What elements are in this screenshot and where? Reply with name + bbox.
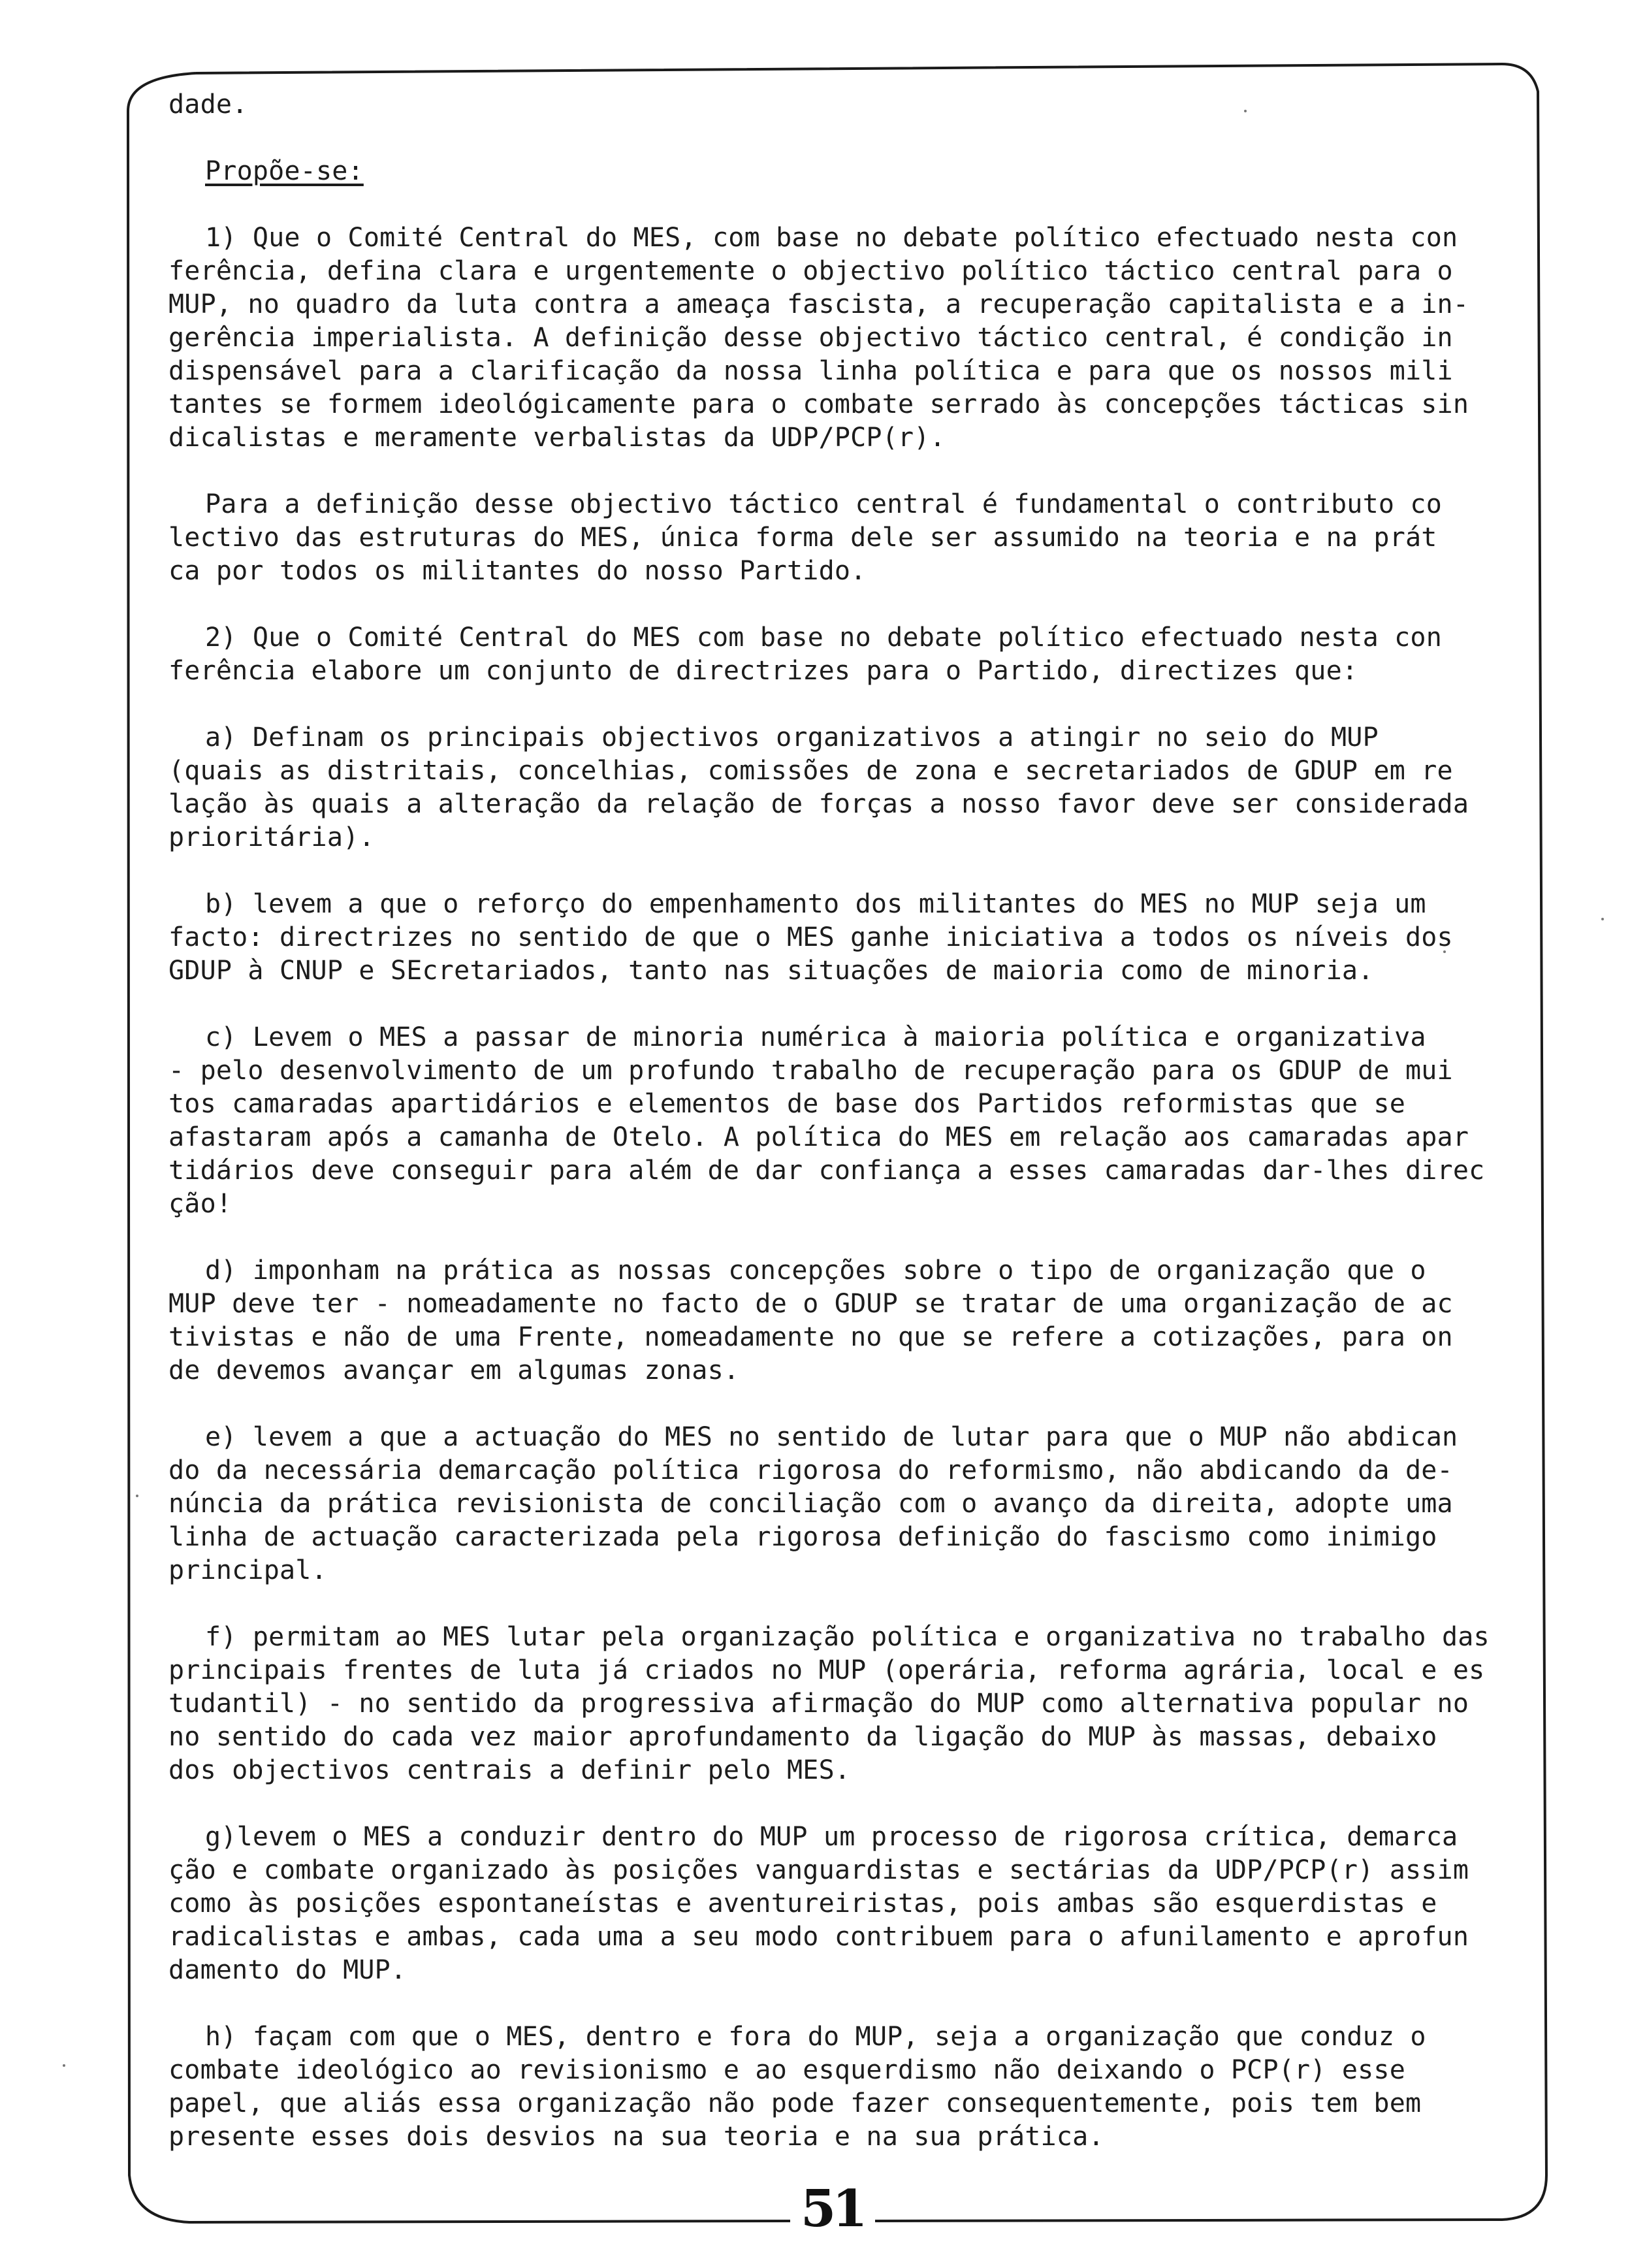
text-line: prioritária). xyxy=(168,822,375,852)
text-line: tantes se formem ideológicamente para o combate serrado às concepções tácticas sin xyxy=(168,389,1469,419)
text-line: ca por todos os militantes do nosso Partido. xyxy=(168,556,867,586)
text-line: ção! xyxy=(168,1189,232,1219)
blank-line xyxy=(168,688,1527,721)
text-line: dispensável para a clarificação da nossa linha política e para que os nossos mili xyxy=(168,356,1453,386)
text-line: e) levem a que a actuação do MES no sentido de lutar para que o MUP não abdican xyxy=(205,1422,1458,1452)
blank-line xyxy=(168,188,1527,221)
blank-line xyxy=(168,1587,1527,1621)
text-line: f) permitam ao MES lutar pela organização política e organizativa no trabalho das xyxy=(205,1622,1490,1652)
text-line: afastaram após a camanha de Otelo. A política do MES em relação aos camaradas apar xyxy=(168,1122,1469,1152)
blank-line xyxy=(168,455,1527,488)
text-line: combate ideológico ao revisionismo e ao esquerdismo não deixando o PCP(r) esse xyxy=(168,2055,1405,2085)
text-line: damento do MUP. xyxy=(168,1955,407,1985)
text-line: facto: directrizes no sentido de que o MES ganhe iniciativa a todos os níveis dos xyxy=(168,922,1453,952)
text-line: MUP deve ter - nomeadamente no facto de o GDUP se tratar de uma organização de ac xyxy=(168,1289,1453,1319)
text-line: papel, que aliás essa organização não pode fazer consequentemente, pois tem bem xyxy=(168,2088,1422,2118)
text-line: principal. xyxy=(168,1555,327,1585)
text-line: núncia da prática revisionista de conciliação com o avanço da direita, adopte uma xyxy=(168,1489,1453,1519)
blank-line xyxy=(168,1987,1527,2020)
text-line: MUP, no quadro da luta contra a ameaça fascista, a recuperação capitalista e a in- xyxy=(168,289,1469,319)
text-line: tivistas e não de uma Frente, nomeadamente no que se refere a cotizações, para on xyxy=(168,1322,1453,1352)
text-line: tidários deve conseguir para além de dar confiança a esses camaradas dar-lhes direc xyxy=(168,1156,1485,1186)
blank-line xyxy=(168,1387,1527,1421)
text-line: dos objectivos centrais a definir pelo MES. xyxy=(168,1755,851,1785)
text-line: linha de actuação caracterizada pela rigorosa definição do fascismo como inimigo xyxy=(168,1522,1437,1552)
blank-line xyxy=(168,1787,1527,1821)
text-line: 1) Que o Comité Central do MES, com base no debate político efectuado nesta con xyxy=(205,223,1458,253)
text-line: a) Definam os principais objectivos organizativos a atingir no seio do MUP xyxy=(205,722,1379,753)
text-line: lectivo das estruturas do MES, única forma dele ser assumido na teoria e na prát xyxy=(168,523,1437,553)
text-line: radicalistas e ambas, cada uma a seu modo contribuem para o afunilamento e aprofun xyxy=(168,1922,1469,1952)
text-line: (quais as distritais, concelhias, comissões de zona e secretariados de GDUP em re xyxy=(168,756,1453,786)
blank-line xyxy=(168,122,1527,155)
text-line: ção e combate organizado às posições vanguardistas e sectárias da UDP/PCP(r) assim xyxy=(168,1855,1469,1885)
blank-line xyxy=(168,1221,1527,1254)
text-line: - pelo desenvolvimento de um profundo trabalho de recuperação para os GDUP de mui xyxy=(168,1056,1453,1086)
text-line: no sentido do cada vez maior aprofundamento da ligação do MUP às massas, debaixo xyxy=(168,1722,1437,1752)
text-line: principais frentes de luta já criados no MUP (operária, reforma agrária, local e es xyxy=(168,1655,1485,1685)
blank-line xyxy=(168,988,1527,1021)
text-line: GDUP à CNUP e SEcretariados, tanto nas situações de maioria como de minoria. xyxy=(168,956,1374,986)
text-line: h) façam com que o MES, dentro e fora do MUP, seja a organização que conduz o xyxy=(205,2022,1426,2052)
text-line: de devemos avançar em algumas zonas. xyxy=(168,1355,740,1385)
text-line: do da necessária demarcação política rigorosa do reformismo, não abdicando da de- xyxy=(168,1455,1453,1485)
text-line: lação às quais a alteração da relação de forças a nosso favor deve ser considerada xyxy=(168,789,1469,819)
text-line: dicalistas e meramente verbalistas da UDP/PCP(r). xyxy=(168,423,946,453)
text-line: ferência, defina clara e urgentemente o objectivo político táctico central para o xyxy=(168,256,1453,286)
text-line: como às posições espontaneístas e aventureiristas, pois ambas são esquerdistas e xyxy=(168,1888,1437,1919)
text-line: d) imponham na prática as nossas concepções sobre o tipo de organização que o xyxy=(205,1256,1426,1286)
text-line: ferência elabore um conjunto de directrizes para o Partido, directizes que: xyxy=(168,656,1358,686)
blank-line xyxy=(168,854,1527,888)
text-line: 2) Que o Comité Central do MES com base no debate político efectuado nesta con xyxy=(205,623,1442,653)
text-line: b) levem a que o reforço do empenhamento dos militantes do MES no MUP seja um xyxy=(205,889,1426,919)
text-line: tudantil) - no sentido da progressiva afirmação do MUP como alternativa popular no xyxy=(168,1689,1469,1719)
text-line: tos camaradas apartidários e elementos de base dos Partidos reformistas que se xyxy=(168,1089,1405,1119)
blank-line xyxy=(168,588,1527,621)
text-line: c) Levem o MES a passar de minoria numérica à maioria política e organizativa xyxy=(205,1022,1426,1052)
text-line: Para a definição desse objectivo táctico central é fundamental o contributo co xyxy=(205,489,1442,519)
page-number: 51 xyxy=(795,2183,869,2235)
text-line: dade. xyxy=(168,89,248,120)
text-line: presente esses dois desvios na sua teoria e na sua prática. xyxy=(168,2122,1104,2152)
section-heading: Propõe-se: xyxy=(205,156,364,186)
document-body xyxy=(168,88,1527,2154)
text-line: gerência imperialista. A definição desse objectivo táctico central, é condição in xyxy=(168,323,1453,353)
text-line: g)levem o MES a conduzir dentro do MUP um processo de rigorosa crítica, demarca xyxy=(205,1822,1458,1852)
